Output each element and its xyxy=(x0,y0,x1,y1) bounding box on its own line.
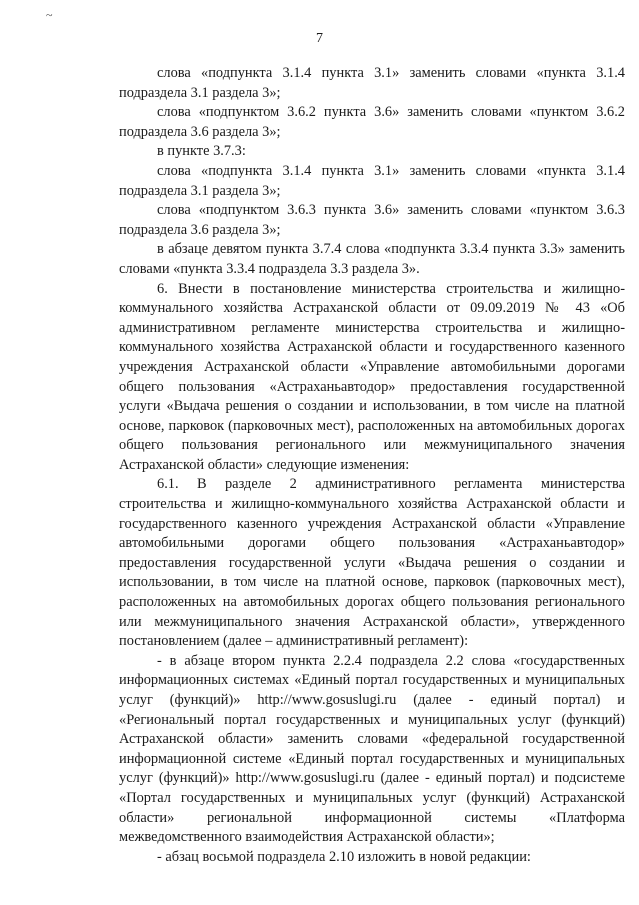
scan-mark: ~ xyxy=(46,8,53,22)
paragraph: - абзац восьмой подраздела 2.10 изложить в новой редакции: xyxy=(157,848,531,865)
paragraph: в абзаце девятом пункта 3.7.4 слова «подпункта 3.3.4 пункта 3.3» заменить словами «пункта 3.3.4 подраздела 3.3 раздела 3». xyxy=(119,241,625,277)
page-number: 7 xyxy=(316,31,323,46)
paragraph: в пункте 3.7.3: xyxy=(157,143,246,160)
document-body xyxy=(119,64,625,867)
paragraph: 6.1. В разделе 2 административного регламента министерства строительства и жилищно-коммунального хозяйства Астраханской области и государственного казенного учреждения Астраханской области «Управление автомобильными дорогами общего пользования «Астраханьавтодор» предоставления государственной услуги «Выдача решения о создании и использовании, в том числе на платной основе, парковок (парковочных мест), расположенных на автомобильных дорогах общего пользования регионального или межмуниципального значения Астраханской области», утвержденного постановлением (далее – административный регламент): xyxy=(119,476,625,650)
paragraph: - в абзаце втором пункта 2.2.4 подраздела 2.2 слова «государственных информационных системах «Единый портал государственных и муниципальных услуг (функций)» http://www.gosuslugi.ru (далее - единый портал) и «Региональный портал государственных и муниципальных услуг (функций) Астраханской области» заменить словами «федеральной государственной информационной системе «Единый портал государственных и муниципальных услуг (функций)» http://www.gosuslugi.ru (далее - единый портал) и подсистеме «Портал государственных и муниципальных услуг (функций) Астраханской области» региональной информационной системы «Платформа межведомственного взаимодействия Астраханской области»; xyxy=(119,652,625,846)
paragraph: слова «подпункта 3.1.4 пункта 3.1» заменить словами «пункта 3.1.4 подраздела 3.1 раздела 3»; xyxy=(119,65,625,101)
paragraph: 6. Внести в постановление министерства строительства и жилищно-коммунального хозяйства Астраханской области от 09.09.2019 № 43 «Об административном регламенте министерства строительства и жилищно-коммунального хозяйства Астраханской области и государственного казенного учреждения Астраханской области «Управление автомобильными дорогами общего пользования «Астраханьавтодор» предоставления государственной услуги «Выдача решения о создании и использовании, в том числе на платной основе, парковок (парковочных мест), расположенных на автомобильных дорогах общего пользования регионального или межмуниципального значения Астраханской области» следующие изменения: xyxy=(119,280,625,473)
paragraph: слова «подпункта 3.1.4 пункта 3.1» заменить словами «пункта 3.1.4 подраздела 3.1 раздела 3»; xyxy=(119,162,625,199)
paragraph: слова «подпунктом 3.6.3 пункта 3.6» заменить словами «пунктом 3.6.3 подраздела 3.6 раздела 3»; xyxy=(119,202,625,238)
paragraph: слова «подпунктом 3.6.2 пункта 3.6» заменить словами «пунктом 3.6.2 подраздела 3.6 раздела 3»; xyxy=(119,104,625,140)
